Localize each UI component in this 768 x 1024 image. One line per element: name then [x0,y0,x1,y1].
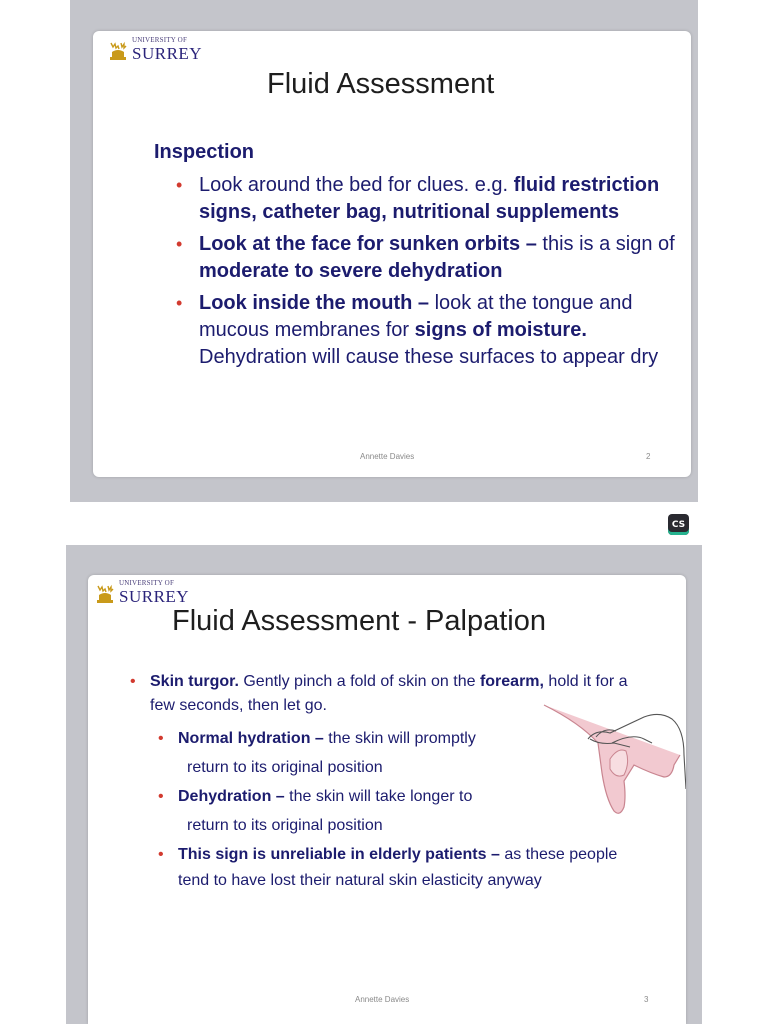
bold-text: Dehydration – [178,788,285,805]
logo-small-text: UNIVERSITY OF [132,36,188,44]
text-run: this is a sign of [542,233,675,255]
stag-crest-icon [107,40,129,62]
list-item [176,231,676,285]
text-run: look at the tongue and mucous membranes for [199,292,633,341]
continuation-text: tend to have lost their natural skin elasticity anyway [178,872,542,889]
camscanner-badge: CS [668,514,689,535]
footer-author: Annette Davies [360,452,415,461]
slide-title: Fluid Assessment [267,68,495,100]
bold-text: This sign is unreliable in elderly patients – [178,846,500,863]
text-run: Dehydration will cause these surfaces to appear dry [199,346,659,368]
bullet-list [176,172,676,376]
text-run: as these people [499,846,618,863]
text-run: the skin will take longer to [284,788,473,805]
footer-author: Annette Davies [355,995,410,1004]
page-number: 3 [644,995,649,1004]
text-run: the skin will promptly [323,730,476,747]
text-run: Gently pinch a fold of skin on the [238,673,480,690]
section-heading: Inspection [154,141,255,163]
text-run: hold it for a few seconds, then let go. [150,673,628,714]
slide-2 [93,31,691,477]
university-logo [94,580,189,605]
page-number: 2 [646,452,651,461]
slide-photo-1 [70,0,698,502]
slide-3 [88,575,686,1024]
bold-text: signs of moisture. [414,319,587,341]
slide-title: Fluid Assessment - Palpation [172,605,546,637]
hand-pinching-skin-icon [540,703,686,817]
bold-text: fluid restriction signs, catheter bag, nutritional supplements [199,174,660,223]
bold-text: Normal hydration – [178,730,324,747]
university-logo [107,37,202,62]
bold-text: Look inside the mouth – [199,292,435,314]
bold-text: forearm, [479,673,544,690]
logo-big-text: SURREY [119,587,190,606]
logo-small-text: UNIVERSITY OF [119,579,175,587]
bold-text: moderate to severe dehydration [199,260,503,282]
continuation-text: return to its original position [187,759,383,776]
bold-text: Skin turgor. [150,673,239,690]
sub-list-item [150,840,636,893]
continuation-text: return to its original position [187,817,383,834]
list-item [176,172,676,226]
slide-photo-2 [66,545,702,1024]
stag-crest-icon [94,583,116,605]
list-item [176,290,676,371]
text-run: Look around the bed for clues. e.g. [199,174,514,196]
bold-text: Look at the face for sunken orbits – [199,233,543,255]
logo-big-text: SURREY [132,44,203,63]
